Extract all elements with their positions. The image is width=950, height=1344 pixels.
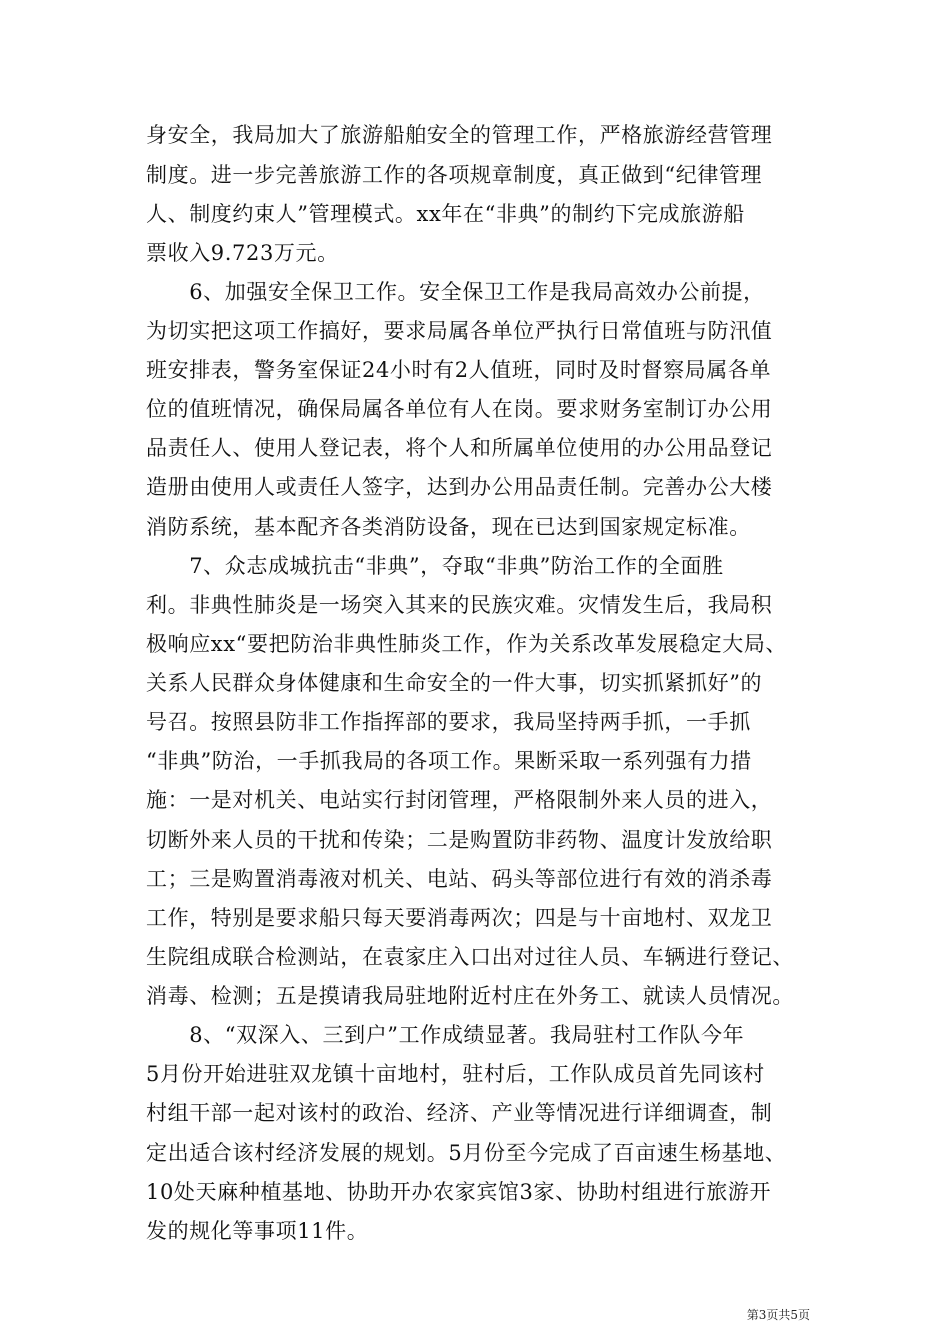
text-line: 为切实把这项工作搞好，要求局属各单位严执行日常值班与防汛值 xyxy=(146,319,773,343)
text-line: 工；三是购置消毒液对机关、电站、码头等部位进行有效的消杀毒 xyxy=(146,867,773,891)
text-line: 造册由使用人或责任人签字，达到办公用品责任制。完善办公大楼 xyxy=(146,475,773,499)
text-line: 5月份开始进驻双龙镇十亩地村，驻村后，工作队成员首先同该村 xyxy=(146,1062,765,1086)
text-line: 制度。进一步完善旅游工作的各项规章制度，真正做到“纪律管理 xyxy=(146,163,763,187)
text-line: 班安排表，警务室保证24小时有2人值班，同时及时督察局属各单 xyxy=(146,358,772,382)
text-line: 工作，特别是要求船只每天要消毒两次；四是与十亩地村、双龙卫 xyxy=(146,906,773,930)
text-line: 品责任人、使用人登记表，将个人和所属单位使用的办公用品登记 xyxy=(146,436,773,460)
paragraph-6-start: 6、加强安全保卫工作。安全保卫工作是我局高效办公前提， xyxy=(146,280,765,304)
text-line: 消毒、检测；五是摸请我局驻地附近村庄在外务工、就读人员情况。 xyxy=(146,984,794,1008)
text-line: 号召。按照县防非工作指挥部的要求，我局坚持两手抓，一手抓 xyxy=(146,710,751,734)
text-line: 发的规化等事项11件。 xyxy=(146,1219,369,1243)
text-line: 位的值班情况，确保局属各单位有人在岗。要求财务室制订办公用 xyxy=(146,397,773,421)
page-number: 第3页共5页 xyxy=(746,1308,810,1322)
text-line: 村组干部一起对该村的政治、经济、产业等情况进行详细调查，制 xyxy=(146,1101,773,1125)
text-line: 利。非典性肺炎是一场突入其来的民族灾难。灾情发生后，我局积 xyxy=(146,593,773,617)
text-line: 施：一是对机关、电站实行封闭管理，严格限制外来人员的进入， xyxy=(146,788,773,812)
text-line: “非典”防治，一手抓我局的各项工作。果断采取一系列强有力措 xyxy=(146,749,752,773)
paragraph-7-start: 7、众志成城抗击“非典”，夺取“非典”防治工作的全面胜 xyxy=(146,554,724,578)
text-line: 关系人民群众身体健康和生命安全的一件大事，切实抓紧抓好”的 xyxy=(146,671,763,695)
paragraph-8-start: 8、“双深入、三到户”工作成绩显著。我局驻村工作队今年 xyxy=(146,1023,745,1047)
text-line: 票收入9.723万元。 xyxy=(146,241,339,265)
text-line: 消防系统，基本配齐各类消防设备，现在已达到国家规定标准。 xyxy=(146,515,751,539)
text-line: 身安全，我局加大了旅游船舶安全的管理工作，严格旅游经营管理 xyxy=(146,123,773,147)
text-line: 生院组成联合检测站，在袁家庄入口出对过往人员、车辆进行登记、 xyxy=(146,945,794,969)
text-line: 10处天麻种植基地、协助开办农家宾馆3家、协助村组进行旅游开 xyxy=(146,1180,772,1204)
text-line: 人、制度约束人”管理模式。xx年在“非典”的制约下完成旅游船 xyxy=(146,202,745,226)
text-line: 极响应xx“要把防治非典性肺炎工作，作为关系改革发展稳定大局、 xyxy=(146,632,788,656)
text-line: 切断外来人员的干扰和传染；二是购置防非药物、温度计发放给职 xyxy=(146,828,773,852)
text-line: 定出适合该村经济发展的规划。5月份至今完成了百亩速生杨基地、 xyxy=(146,1141,787,1165)
